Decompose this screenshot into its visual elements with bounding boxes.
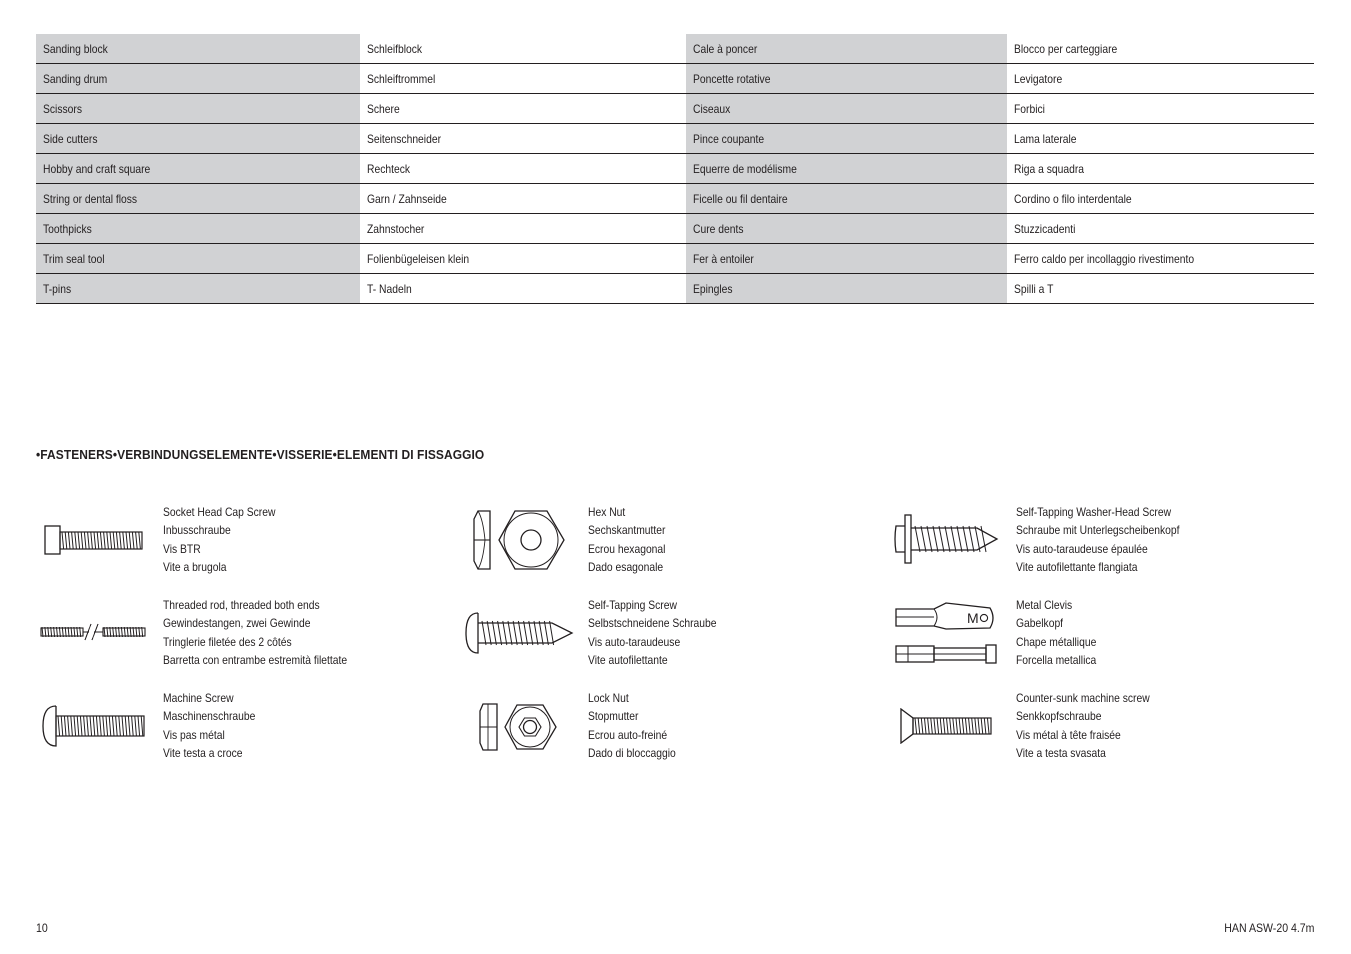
label-fr: Vis auto-taraudeuse bbox=[588, 634, 681, 649]
table-cell-fr: Ciseaux bbox=[686, 94, 1007, 124]
table-cell-it: Lama laterale bbox=[1007, 124, 1314, 154]
table-row bbox=[36, 274, 1314, 304]
table-cell-it: Stuzzicadenti bbox=[1007, 214, 1314, 244]
label-de: Inbusschraube bbox=[163, 523, 231, 538]
label-en: Hex Nut bbox=[588, 505, 626, 519]
label-fr: Vis BTR bbox=[163, 541, 201, 556]
table-cell-en: Side cutters bbox=[36, 124, 360, 154]
table-cell-de: Schere bbox=[360, 94, 686, 124]
machine-screw-icon bbox=[42, 704, 146, 748]
fastener-label bbox=[1016, 503, 1206, 577]
table-cell-en: T-pins bbox=[36, 274, 360, 304]
hex-nut-icon bbox=[473, 509, 567, 571]
table-cell-de: Seitenschneider bbox=[360, 124, 686, 154]
threaded-rod-icon bbox=[40, 620, 146, 644]
table-cell-it: Riga a squadra bbox=[1007, 154, 1314, 184]
table-cell-it: Blocco per carteggiare bbox=[1007, 34, 1314, 64]
table-cell-fr: Equerre de modélisme bbox=[686, 154, 1007, 184]
label-fr: Tringlerie filetée des 2 côtés bbox=[163, 634, 292, 649]
label-it: Barretta con entrambe estremità filettate bbox=[163, 653, 348, 668]
table-row bbox=[36, 184, 1314, 214]
table-row bbox=[36, 94, 1314, 124]
table-row bbox=[36, 244, 1314, 274]
countersunk-screw-icon bbox=[899, 708, 993, 744]
label-de: Gabelkopf bbox=[1016, 616, 1064, 631]
label-fr: Vis pas métal bbox=[163, 727, 225, 742]
lock-nut-icon bbox=[479, 703, 559, 751]
label-en: Socket Head Cap Screw bbox=[163, 505, 276, 519]
table-cell-en: String or dental floss bbox=[36, 184, 360, 214]
label-fr: Ecrou hexagonal bbox=[588, 541, 666, 556]
label-de: Selbstschneidene Schraube bbox=[588, 616, 717, 631]
label-en: Threaded rod, threaded both ends bbox=[163, 598, 320, 612]
label-fr: Vis métal à tête fraisée bbox=[1016, 727, 1121, 742]
label-fr: Chape métallique bbox=[1016, 634, 1097, 649]
label-it: Forcella metallica bbox=[1016, 653, 1097, 668]
label-fr: Ecrou auto-freiné bbox=[588, 727, 668, 742]
table-cell-fr: Epingles bbox=[686, 274, 1007, 304]
table-cell-en: Trim seal tool bbox=[36, 244, 360, 274]
label-it: Vite autofilettante flangiata bbox=[1016, 560, 1138, 575]
fastener-label bbox=[163, 503, 294, 577]
socket-head-cap-screw-icon bbox=[44, 523, 144, 557]
table-cell-it: Cordino o filo interdentale bbox=[1007, 184, 1314, 214]
document-model: HAN ASW-20 4.7m bbox=[1223, 921, 1314, 935]
section-title: •FASTENERS•VERBINDUNGSELEMENTE•VISSERIE•ELEMENTI DI FISSAGGIO bbox=[36, 447, 485, 462]
label-de: Stopmutter bbox=[588, 709, 639, 724]
table-row bbox=[36, 214, 1314, 244]
table-cell-en: Hobby and craft square bbox=[36, 154, 360, 184]
table-cell-fr: Cure dents bbox=[686, 214, 1007, 244]
washer-head-screw-icon bbox=[893, 514, 999, 566]
label-de: Sechskantmutter bbox=[588, 523, 666, 538]
metal-clevis-icon bbox=[894, 602, 1000, 666]
label-it: Dado di bloccaggio bbox=[588, 746, 676, 761]
label-it: Dado esagonale bbox=[588, 560, 664, 575]
table-row bbox=[36, 34, 1314, 64]
table-cell-de: Schleifblock bbox=[360, 34, 686, 64]
table-cell-fr: Ficelle ou fil dentaire bbox=[686, 184, 1007, 214]
self-tapping-screw-icon bbox=[464, 611, 574, 655]
label-it: Vite a brugola bbox=[163, 560, 227, 575]
label-de: Schraube mit Unterlegscheibenkopf bbox=[1016, 523, 1180, 538]
label-en: Metal Clevis bbox=[1016, 598, 1073, 612]
label-en: Self-Tapping Screw bbox=[588, 598, 677, 612]
fastener-label bbox=[163, 596, 377, 670]
table-cell-it: Forbici bbox=[1007, 94, 1314, 124]
table-cell-fr: Pince coupante bbox=[686, 124, 1007, 154]
table-cell-de: Rechteck bbox=[360, 154, 686, 184]
label-it: Vite autofilettante bbox=[588, 653, 668, 668]
table-cell-de: Schleiftrommel bbox=[360, 64, 686, 94]
table-cell-en: Sanding block bbox=[36, 34, 360, 64]
table-cell-fr: Fer à entoiler bbox=[686, 244, 1007, 274]
table-cell-it: Spilli a T bbox=[1007, 274, 1314, 304]
label-en: Machine Screw bbox=[163, 691, 234, 705]
table-cell-it: Levigatore bbox=[1007, 64, 1314, 94]
table-cell-fr: Poncette rotative bbox=[686, 64, 1007, 94]
label-en: Counter-sunk machine screw bbox=[1016, 691, 1150, 705]
table-row bbox=[36, 64, 1314, 94]
label-it: Vite a testa svasata bbox=[1016, 746, 1106, 761]
clevis-mark: M bbox=[967, 610, 979, 626]
page-number: 10 bbox=[36, 921, 48, 935]
label-de: Gewindestangen, zwei Gewinde bbox=[163, 616, 311, 631]
table-cell-fr: Cale à poncer bbox=[686, 34, 1007, 64]
table-cell-de: T- Nadeln bbox=[360, 274, 686, 304]
label-en: Lock Nut bbox=[588, 691, 629, 705]
fastener-label bbox=[588, 689, 690, 763]
label-en: Self-Tapping Washer-Head Screw bbox=[1016, 505, 1172, 519]
table-cell-de: Garn / Zahnseide bbox=[360, 184, 686, 214]
table-row bbox=[36, 124, 1314, 154]
table-cell-en: Toothpicks bbox=[36, 214, 360, 244]
fastener-label bbox=[163, 689, 270, 763]
fastener-label bbox=[1016, 596, 1109, 670]
tools-table bbox=[36, 34, 1314, 304]
label-de: Senkkopfschraube bbox=[1016, 709, 1102, 724]
label-it: Vite testa a croce bbox=[163, 746, 243, 761]
table-cell-en: Sanding drum bbox=[36, 64, 360, 94]
table-cell-de: Zahnstocher bbox=[360, 214, 686, 244]
label-de: Maschinenschraube bbox=[163, 709, 256, 724]
table-row bbox=[36, 154, 1314, 184]
table-cell-en: Scissors bbox=[36, 94, 360, 124]
fastener-label bbox=[588, 503, 678, 577]
fastener-label bbox=[588, 596, 737, 670]
table-cell-de: Folienbügeleisen klein bbox=[360, 244, 686, 274]
fastener-label bbox=[1016, 689, 1171, 763]
label-fr: Vis auto-taraudeuse épaulée bbox=[1016, 541, 1148, 556]
table-cell-it: Ferro caldo per incollaggio rivestimento bbox=[1007, 244, 1314, 274]
